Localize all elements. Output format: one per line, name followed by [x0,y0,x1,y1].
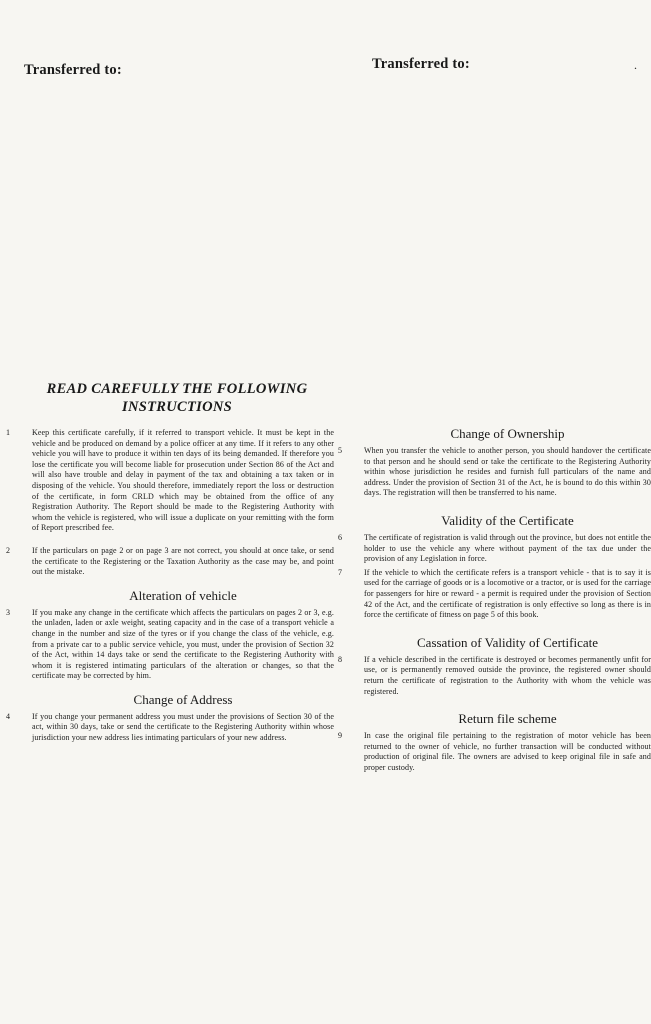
instruction-text: If a vehicle described in the certificate is destroyed or becomes permanently unfit for use, or is permanently removed outside the province, the registered owner should return the certificate of registration to the Authority with whom the vehicle was registered. [364,654,651,696]
instruction-number: 3 [6,607,10,617]
section-heading-change-of-ownership: Change of Ownership [450,426,565,441]
transferred-to-right-label: Transferred to: [372,56,470,72]
instruction-number: 7 [338,567,342,577]
instruction-item-3 [6,608,334,682]
transferred-to-left-label: Transferred to: [24,62,122,78]
instructions-heading-line1: READ CAREFULLY THE FOLLOWING [46,381,308,397]
instruction-item-4 [6,712,334,744]
instruction-text: The certificate of registration is valid through out the province, but does not entitle the holder to use the vehicle any where without payment of the tax due under the provision of any Legislation in force. [364,532,651,564]
instructions-right-column [338,426,651,781]
instruction-number: 5 [338,446,342,455]
instruction-text: If you change your permanent address you must under the provisions of Section 30 of the act, within 30 days, take or send the certificate to the Registering Authority within whose jurisdiction your new address lies intimating particulars of your new address. [32,711,334,743]
instructions-heading [22,380,332,416]
instruction-item-8 [338,655,651,697]
instruction-item-9 [338,731,651,773]
section-heading-return-file: Return file scheme [458,711,557,727]
instruction-number: 4 [6,711,10,721]
instruction-item-7 [338,568,651,621]
section-heading-cassation: Cassation of Validity of Certificate [417,634,598,650]
instructions-heading-line2: INSTRUCTIONS [122,399,232,415]
instruction-text: If the particulars on page 2 or on page 3 are not correct, you should at once take, or send the certificate to the Registering or the Taxation Authority as the case may be, and point out the mistake. [32,545,334,577]
instruction-item-5 [338,446,651,499]
instruction-item-1 [6,428,334,534]
instruction-text: If the vehicle to which the certificate refers is a transport vehicle - that is to say it is used for the carriage of goods or is a locomotive or a tractor, or is used for the carriage for passengers for hire or reward - a permit is required under the provision of Section 42 of the Act, and the certificate of registration is only effective so long as there is in force the certificate of fitness on page 5 of this book. [364,567,651,620]
instructions-left-column [6,428,334,752]
instruction-item-2 [6,546,334,578]
section-heading-change-of-address: Change of Address [133,691,233,707]
corner-mark: . [634,58,637,72]
instruction-text: In case the original file pertaining to the registration of motor vehicle has been returned to the owner of vehicle, no further transaction will be conducted without production of original file. The owners are advised to keep original file in safe and proper custody. [364,731,651,772]
instruction-number: 1 [6,428,10,437]
section-heading-alteration: Alteration of vehicle [129,587,237,603]
instruction-text: Keep this certificate carefully, if it referred to transport vehicle. It must be kept in the vehicle and be produced on demand by a police officer at any time. If it refers to any other vehicle you will have to produce it within ten days of its being demanded. If therefore you lose the certificate you will become liable for prosecution under Section 86 of the Act and will also have trouble and delay in payment of the tax and obtaining a tax taken or in disposing of the vehicle. You should therefore, immediately report the loss or destruction of the certificate, in form CRLD which may be obtained from the office of any Registration Authority. The Report should be made to the Registering Authority with whom the vehicle is registered, who will issue a duplicate on your remitting with the form of Report prescribed fee. [32,428,334,533]
instruction-text: When you transfer the vehicle to another person, you should handover the certificate to that person and he should send or take the certificate to the Registering Authority within whose jurisdiction he resides and furnish full particulars of the name and address. Under the provision of Section 31 of the Act, he is bound to do this within 30 days. The registration will then be transferred to his name. [364,446,651,498]
section-heading-validity: Validity of the Certificate [441,512,574,528]
instruction-number: 9 [338,731,342,741]
instruction-text: If you make any change in the certificate which affects the particulars on pages 2 or 3, e.g. the unladen, laden or axle weight, seating capacity and in the case of a transport vehicle a change in the number and size of the tyres or if you change the class of the vehicle, e.g. from a private car to a public service vehicle, you must, under the provision of Section 32 of the Act, within 14 days take or send the certificate to the Registering Authority with whom it is registered intimating particulars of the alteration or changes, so that the certificate may be corrected by him. [32,607,334,681]
instruction-number: 6 [338,532,342,542]
instruction-item-6 [338,533,651,565]
instruction-number: 8 [338,654,342,664]
instruction-number: 2 [6,545,10,555]
